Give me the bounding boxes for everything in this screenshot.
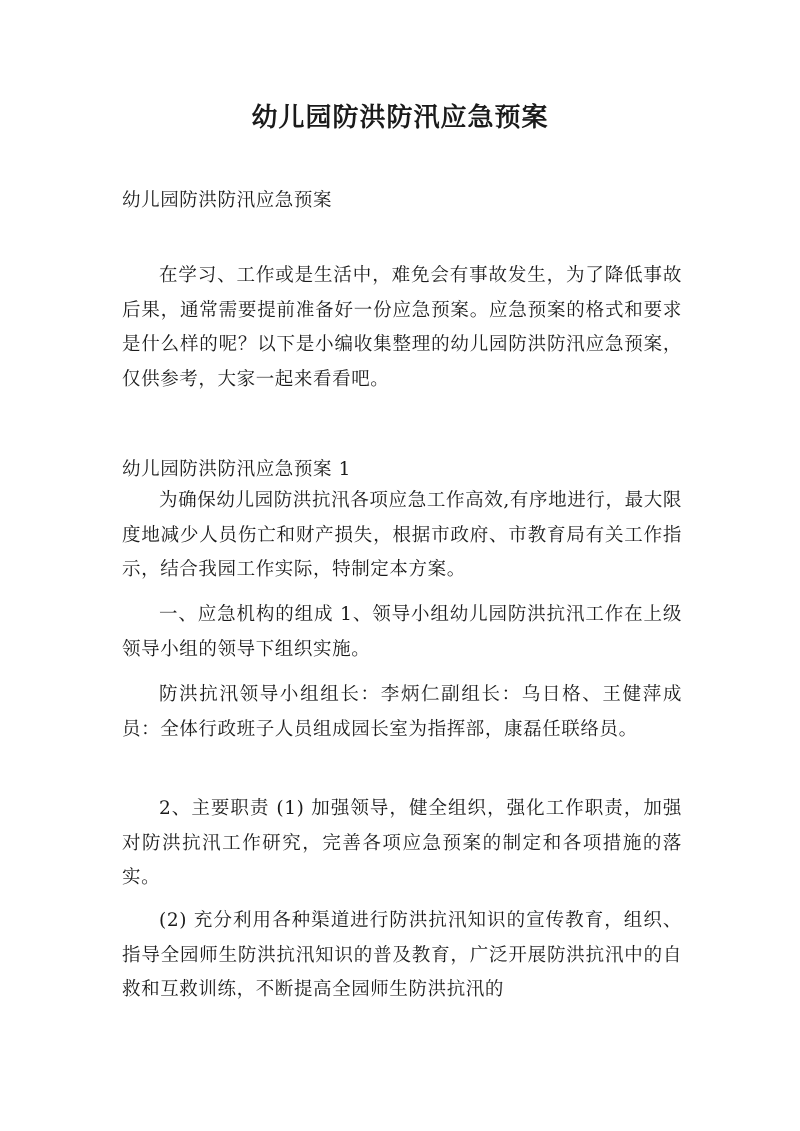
- intro-paragraph: 在学习、工作或是生活中，难免会有事故发生，为了降低事故后果，通常需要提前准备好一份应急预案。应急预案的格式和要求是什么样的呢？以下是小编收集整理的幼儿园防洪防汛应急预案，仅供参考，大家一起来看看吧。: [122, 265, 682, 390]
- body-paragraph: 2、主要职责 (1) 加强领导，健全组织，强化工作职责，加强对防洪抗汛工作研究，完善各项应急预案的制定和各项措施的落实。: [122, 798, 682, 888]
- body-paragraph: (2) 充分利用各种渠道进行防洪抗汛知识的宣传教育，组织、指导全园师生防洪抗汛知识的普及教育，广泛开展防洪抗汛中的自救和互救训练，不断提高全园师生防洪抗汛的: [122, 910, 682, 1000]
- document-subtitle: 幼儿园防洪防汛应急预案: [122, 190, 333, 211]
- body-paragraph: 为确保幼儿园防洪抗汛各项应急工作高效,有序地进行，最大限度地减少人员伤亡和财产损失，根据市政府、市教育局有关工作指示，结合我园工作实际，特制定本方案。: [122, 490, 682, 580]
- body-paragraph: 防洪抗汛领导小组组长：李炳仁副组长：乌日格、王健萍成员：全体行政班子人员组成园长室为指挥部，康磊任联络员。: [122, 684, 682, 740]
- body-paragraph: 一、应急机构的组成 1、领导小组幼儿园防洪抗汛工作在上级领导小组的领导下组织实施。: [122, 604, 682, 660]
- page-title: 幼儿园防洪防汛应急预案: [251, 103, 549, 133]
- section-heading: 幼儿园防洪防汛应急预案 1: [122, 459, 351, 480]
